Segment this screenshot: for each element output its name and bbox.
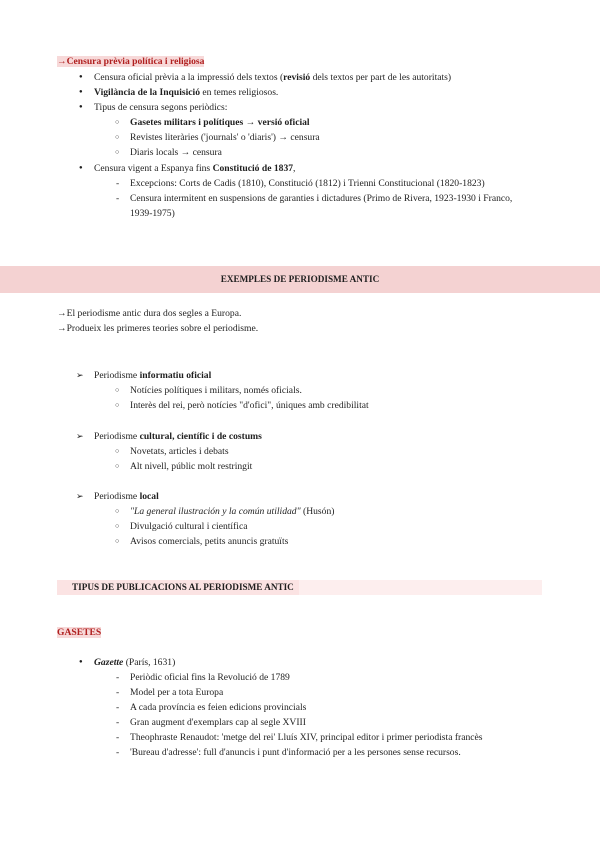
- dash-item: - Periòdic oficial fins la Revolució de 1789: [130, 672, 290, 683]
- list-subitem: ○ Notícies polítiques i militars, només oficials.: [130, 385, 302, 396]
- dash-item: - Theophraste Renaudot: 'metge del rei' Lluís XIV, principal editor i primer periodista francès: [130, 732, 483, 743]
- list-subitem: ○ "La general ilustración y la común utilidad" (Husón): [130, 506, 334, 517]
- intro-line: →El periodisme antic dura dos segles a Europa.: [57, 308, 242, 319]
- list-subitem: ○ Divulgació cultural i científica: [130, 521, 247, 532]
- group-item-informatiu: ➢ Periodisme informatiu oficial: [94, 370, 211, 381]
- group-item-local: ➢ Periodisme local: [94, 491, 159, 502]
- section-heading-gasetes: GASETES: [57, 627, 102, 638]
- list-subitem: ○ Interès del rei, però notícies "d'ofici", úniques amb credibilitat: [130, 400, 369, 411]
- list-subitem: ○ Gasetes militars i polítiques → versió oficial: [130, 117, 310, 128]
- section-band-exemples: EXEMPLES DE PERIODISME ANTIC: [0, 266, 600, 293]
- list-subitem: ○ Revistes literàries ('journals' o 'diaris') → censura: [130, 132, 320, 143]
- dash-item: - Censura intermitent en suspensions de garanties i dictadures (Primo de Rivera, 1923-1930 i Franco,: [130, 193, 512, 204]
- dash-item: - Gran augment d'exemplars cap al segle XVIII: [130, 717, 306, 728]
- intro-line: →Produeix les primeres teories sobre el periodisme.: [57, 323, 259, 334]
- list-item: ● Vigilància de la Inquisició en temes religiosos.: [94, 87, 278, 98]
- list-subitem: ○ Novetats, articles i debats: [130, 446, 229, 457]
- list-subitem: ○ Diaris locals → censura: [130, 147, 222, 158]
- dash-item: - Excepcions: Corts de Cadis (1810), Constitució (1812) i Trienni Constitucional (1820-1823): [130, 178, 485, 189]
- dash-item: - 'Bureau d'adresse': full d'anuncis i punt d'informació per a les persones sense recursos.: [130, 747, 461, 758]
- dash-item: - Model per a tota Europa: [130, 687, 223, 698]
- list-subitem: ○ Avisos comercials, petits anuncis gratuïts: [130, 536, 288, 547]
- list-subitem: ○ Alt nivell, públic molt restringit: [130, 461, 252, 472]
- list-item: ● Censura vigent a Espanya fins Constitució de 1837,: [94, 163, 295, 174]
- list-item: ● Tipus de censura segons periòdics:: [94, 102, 227, 113]
- section-bar-tipus-extension: [299, 580, 542, 595]
- section-heading-tipus: TIPUS DE PUBLICACIONS AL PERIODISME ANTIC: [72, 582, 294, 592]
- section-heading-censura: →Censura prèvia política i religiosa: [57, 56, 205, 67]
- dash-item: - A cada província es feien edicions provincials: [130, 702, 306, 713]
- list-item-gazette: ● Gazette (París, 1631): [94, 657, 175, 668]
- list-item: ● Censura oficial prèvia a la impressió dels textos (revisió dels textos per part de les autoritats): [94, 72, 451, 83]
- dash-item-continuation: 1939-1975): [130, 208, 175, 219]
- group-item-cultural: ➢ Periodisme cultural, científic i de costums: [94, 431, 262, 442]
